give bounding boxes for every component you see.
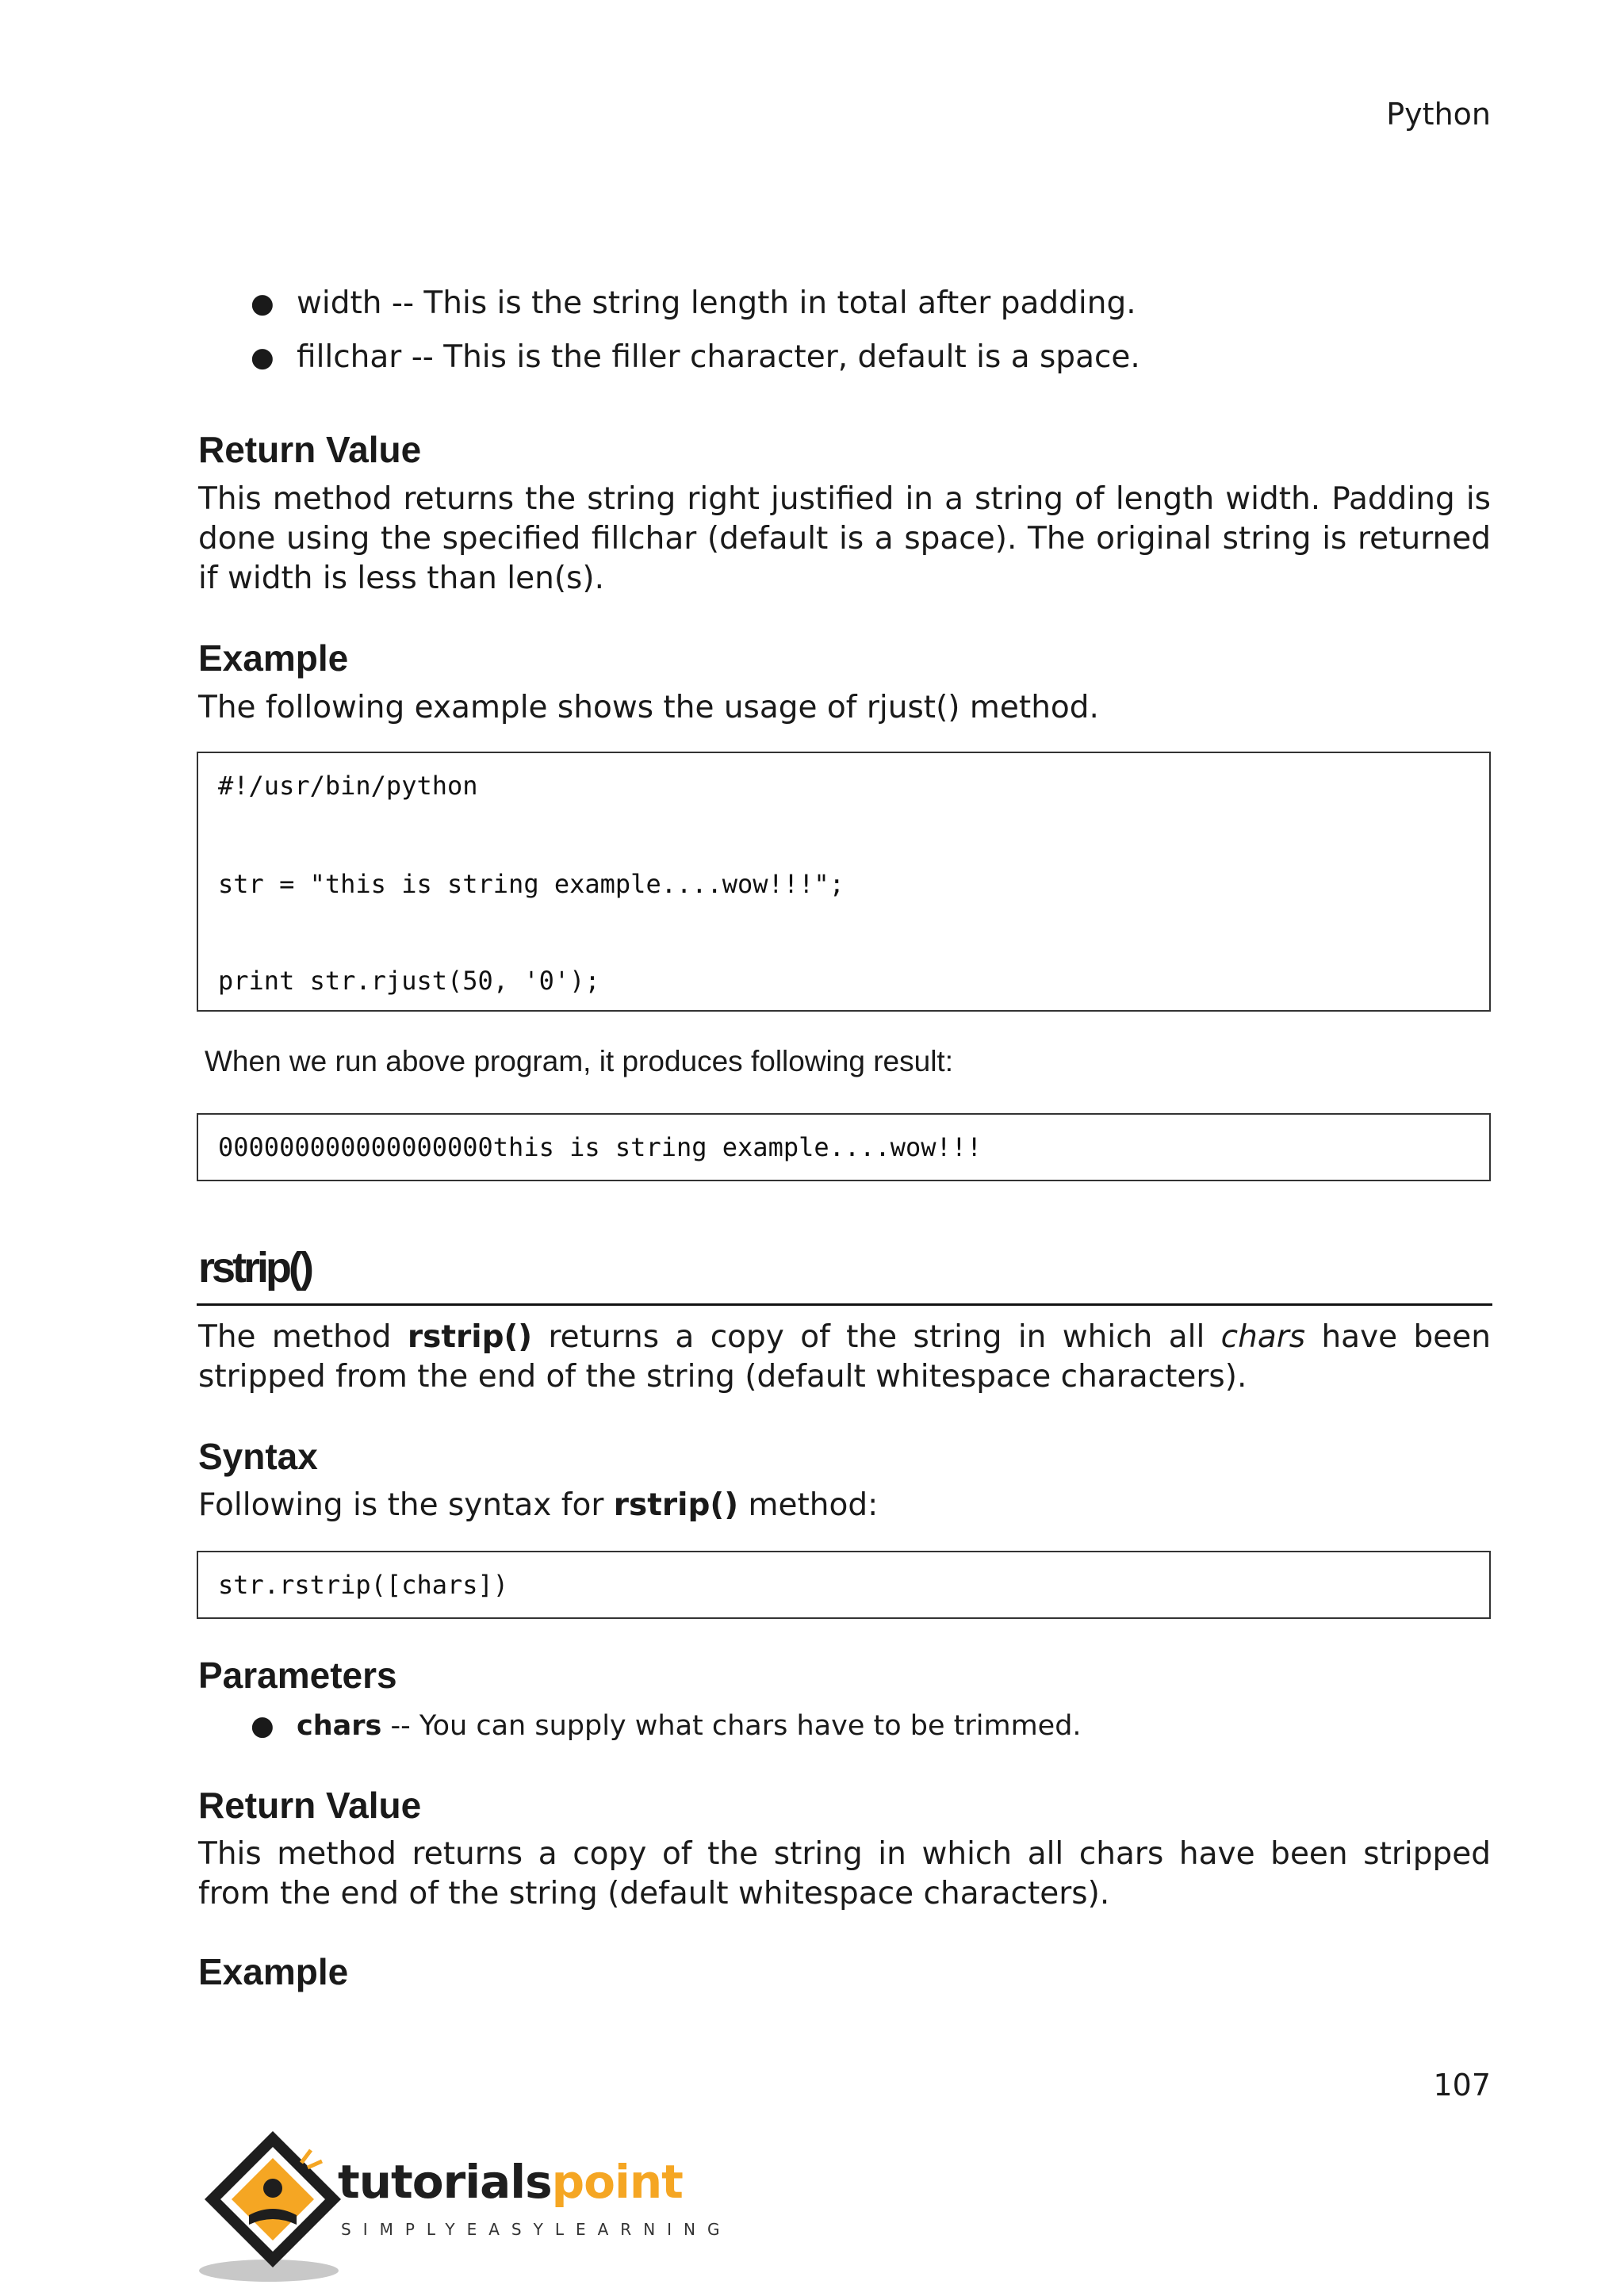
section-heading: Return Value bbox=[198, 1785, 422, 1826]
paragraph: This method returns a copy of the string in which all chars have been stripped from the end of the string (default whitespace characters). bbox=[198, 1836, 1491, 1911]
bullet-item bbox=[251, 338, 1140, 377]
text-run: have been stripped from the end of the string (default whitespace characters). bbox=[198, 1319, 1491, 1395]
bullet-text: width -- This is the string length in total after padding. bbox=[297, 285, 1136, 321]
inline-code: rstrip() bbox=[407, 1319, 533, 1355]
bullet-icon: ● bbox=[251, 288, 274, 320]
paragraph: This method returns the string right justified in a string of length width. Padding is done using the specified fillchar (default is a space). The original string is returned if width is less than len(s). bbox=[198, 481, 1491, 596]
logo-tagline: SIMPLYEASYLEARNING bbox=[341, 2220, 732, 2239]
tutorialspoint-logo bbox=[193, 2126, 732, 2285]
param-desc: -- You can supply what chars have to be trimmed. bbox=[381, 1710, 1082, 1742]
section-heading: Return Value bbox=[198, 429, 422, 470]
section-heading: Parameters bbox=[198, 1655, 397, 1696]
code-line: str.rstrip([chars]) bbox=[218, 1570, 509, 1600]
code-line: str = "this is string example....wow!!!"; bbox=[218, 869, 845, 899]
bullet-item bbox=[251, 1706, 1082, 1746]
bullet-icon: ● bbox=[251, 1710, 274, 1742]
result-intro: When we run above program, it produces following result: bbox=[205, 1045, 953, 1077]
bullet-item bbox=[251, 284, 1136, 323]
section-heading: Syntax bbox=[198, 1436, 318, 1477]
section-heading: Example bbox=[198, 637, 349, 679]
paragraph bbox=[198, 1318, 1491, 1397]
logo-wordmark bbox=[338, 2155, 683, 2209]
section-heading: Example bbox=[198, 1951, 349, 1992]
text-run: The method bbox=[198, 1319, 408, 1355]
param-name: chars bbox=[297, 1710, 382, 1742]
title-underline bbox=[197, 1303, 1492, 1306]
text-run: returns a copy of the string in which all bbox=[532, 1319, 1221, 1355]
running-header: Python bbox=[1386, 97, 1491, 132]
bullet-icon: ● bbox=[251, 342, 274, 373]
output-line: 000000000000000000this is string example....wow!!! bbox=[218, 1132, 982, 1162]
output-block bbox=[197, 1113, 1491, 1181]
syntax-block bbox=[197, 1551, 1491, 1619]
logo-diamond-icon bbox=[193, 2126, 352, 2285]
code-line: #!/usr/bin/python bbox=[218, 771, 478, 801]
inline-code: rstrip() bbox=[613, 1487, 739, 1523]
code-block bbox=[197, 752, 1491, 1012]
logo-text-accent: point bbox=[551, 2155, 683, 2209]
bullet-text: fillchar -- This is the filler character, default is a space. bbox=[297, 339, 1140, 375]
code-line: print str.rjust(50, '0'); bbox=[218, 966, 600, 996]
text-run: Following is the syntax for bbox=[198, 1487, 614, 1523]
paragraph: The following example shows the usage of rjust() method. bbox=[198, 690, 1099, 725]
text-run: method: bbox=[738, 1487, 879, 1523]
logo-text: tutorials bbox=[338, 2155, 552, 2209]
paragraph bbox=[198, 1486, 1491, 1525]
emphasis: chars bbox=[1220, 1319, 1306, 1355]
page-number: 107 bbox=[1433, 2068, 1491, 2103]
method-title: rstrip() bbox=[198, 1244, 311, 1292]
